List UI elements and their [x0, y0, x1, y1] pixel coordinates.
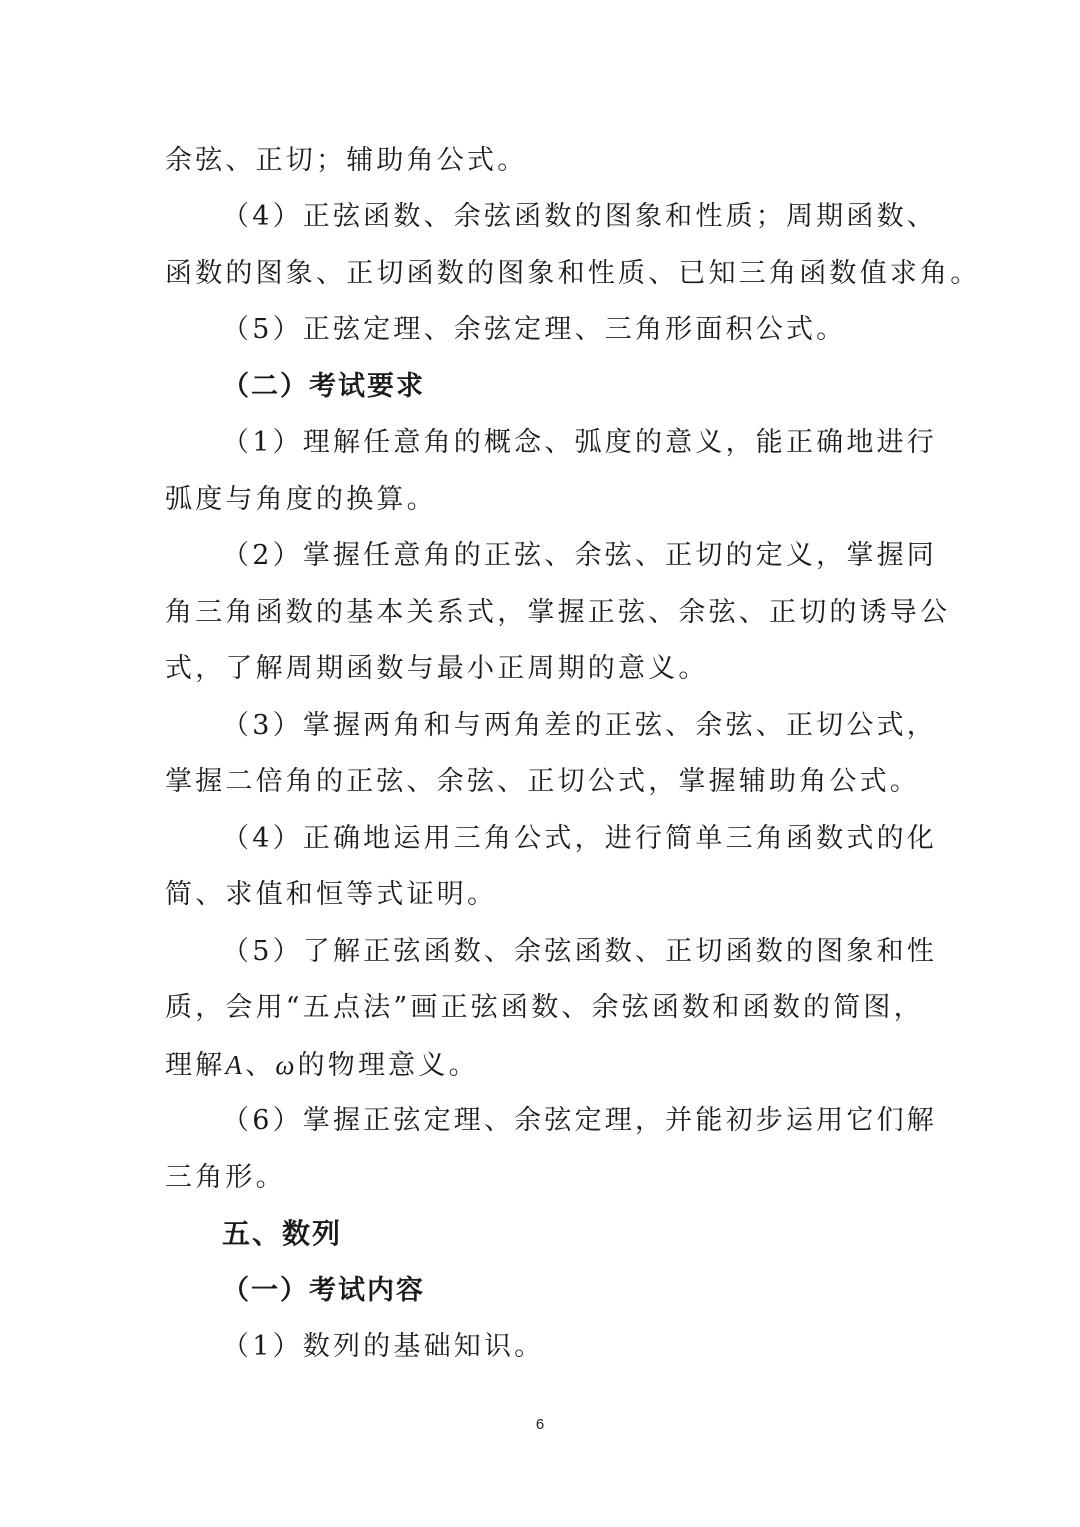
text-line: （1）数列的基础知识。: [222, 1331, 545, 1362]
text-run: 理解: [165, 1050, 226, 1081]
text-line: （3）掌握两角和与两角差的正弦、余弦、正切公式，: [222, 710, 937, 741]
text-line: 简、求值和恒等式证明。: [165, 879, 498, 910]
text-line: 函数的图象、正切函数的图象和性质、已知三角函数值求角。: [165, 258, 981, 289]
text-line: （4）正弦函数、余弦函数的图象和性质；周期函数、: [222, 201, 937, 232]
text-line: （6）掌握正弦定理、余弦定理，并能初步运用它们解: [222, 1105, 937, 1136]
text-line: 质，会用“五点法”画正弦函数、余弦函数和函数的简图，: [165, 992, 924, 1023]
section-heading: （二）考试要求: [222, 371, 425, 402]
text-line: （5）正弦定理、余弦定理、三角形面积公式。: [222, 314, 847, 345]
text-line: （4）正确地运用三角公式，进行简单三角函数式的化: [222, 823, 937, 854]
page-number: 6: [535, 1416, 545, 1433]
text-line: 角三角函数的基本关系式，掌握正弦、余弦、正切的诱导公: [165, 597, 951, 628]
text-line: 式，了解周期函数与最小正周期的意义。: [165, 653, 709, 684]
math-symbol-omega: ω: [275, 1050, 298, 1080]
text-run: 的物理意义。: [297, 1050, 479, 1081]
text-line: 弧度与角度的换算。: [165, 484, 437, 515]
text-line: （1）理解任意角的概念、弧度的意义，能正确地进行: [222, 427, 937, 458]
text-line: 三角形。: [165, 1162, 286, 1193]
text-line: 掌握二倍角的正弦、余弦、正切公式，掌握辅助角公式。: [165, 766, 920, 797]
text-run: 、: [245, 1050, 276, 1081]
text-line: 余弦、正切；辅助角公式。: [165, 145, 528, 176]
text-line: （2）掌握任意角的正弦、余弦、正切的定义，掌握同: [222, 540, 937, 571]
chapter-heading: 五、数列: [222, 1217, 343, 1250]
text-line: （5）了解正弦函数、余弦函数、正切函数的图象和性: [222, 936, 937, 967]
math-symbol-a: A: [225, 1050, 246, 1080]
section-heading: （一）考试内容: [222, 1275, 425, 1306]
text-line: [165, 1048, 915, 1083]
